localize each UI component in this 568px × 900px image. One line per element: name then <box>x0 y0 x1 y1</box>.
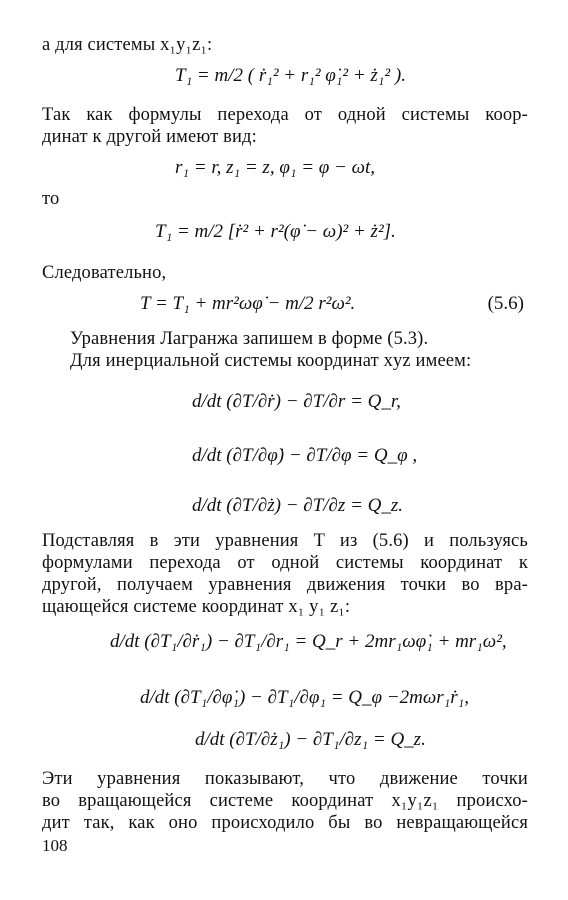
text-line: щающейся системе координат x₁ y₁ z₁: <box>42 597 351 617</box>
page-number: 108 <box>42 836 68 855</box>
rotating-eq-z: d/dt (∂T/∂ż₁) − ∂T₁/∂z₁ = Q_z. <box>195 729 426 750</box>
text-line: Так как формулы перехода от одной системы коор- <box>42 105 528 125</box>
equation-number: (5.6) <box>487 293 524 314</box>
lagrange-eq-r: d/dt (∂T/∂ṙ) − ∂T/∂r = Q_r, <box>192 391 401 412</box>
text-line: во вращающейся системе координат x₁y₁z₁ происхо- <box>42 791 528 811</box>
lagrange-eq-phi: d/dt (∂T/∂φ̇) − ∂T/∂φ = Q_φ , <box>192 445 418 466</box>
rotating-eq-phi: d/dt (∂T₁/∂φ̇₁) − ∂T₁/∂φ₁ = Q_φ −2mωr₁ṙ₁, <box>140 687 469 708</box>
equation-t1: T₁ = m/2 ( ṙ₁² + r₁² φ̇₁² + ż₁² ). <box>175 65 406 86</box>
text-line: Следовательно, <box>42 263 167 283</box>
text-line: Подставляя в эти уравнения T из (5.6) и пользуясь <box>42 531 528 551</box>
text-line: динат к другой имеют вид: <box>42 127 257 147</box>
text-line: Для инерциальной системы координат xyz имеем: <box>70 351 472 371</box>
text-line: а для системы x₁y₁z₁: <box>42 35 213 55</box>
text-line: Эти уравнения показывают, что движение точки <box>42 769 528 789</box>
text-line: то <box>42 189 60 209</box>
rotating-eq-r: d/dt (∂T₁/∂ṙ₁) − ∂T₁/∂r₁ = Q_r + 2mr₁ωφ̇₁ + mr₁ω², <box>110 631 507 652</box>
text-line: Уравнения Лагранжа запишем в форме (5.3). <box>70 329 429 349</box>
text-line: формулами перехода от одной системы координат к <box>42 553 528 573</box>
equation-transform: r₁ = r, z₁ = z, φ₁ = φ − ωt, <box>175 157 376 178</box>
equation-t1-expanded: T₁ = m/2 [ṙ² + r²(φ̇ − ω)² + ż²]. <box>155 221 396 242</box>
lagrange-eq-z: d/dt (∂T/∂ż) − ∂T/∂z = Q_z. <box>192 495 404 516</box>
text-line: дит так, как оно происходило бы во невращающейся <box>42 813 528 833</box>
equation-5-6: T = T₁ + mr²ωφ̇ − m/2 r²ω². <box>140 293 356 314</box>
text-line: другой, получаем уравнения движения точки во вра- <box>42 575 528 595</box>
